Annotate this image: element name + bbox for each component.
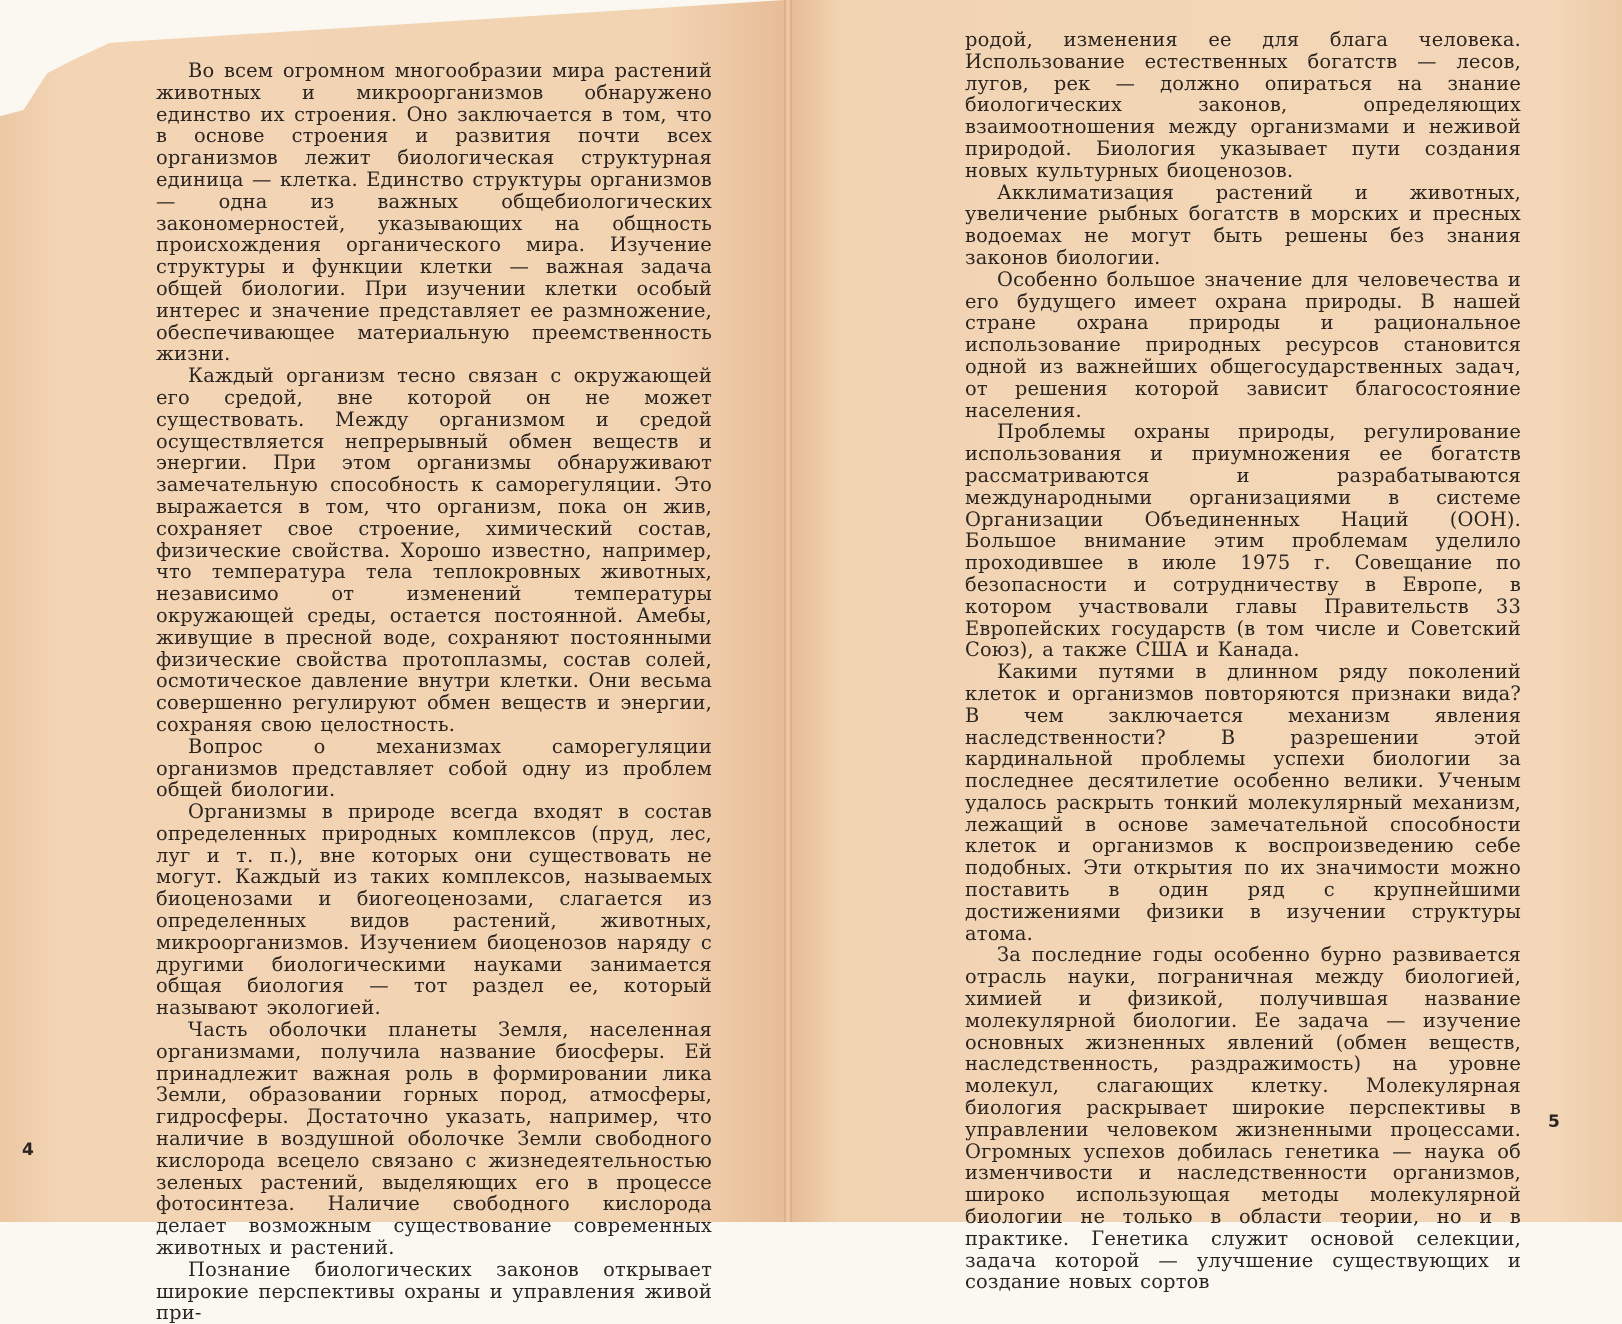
paragraph: Организмы в природе всегда входят в состав определенных природных комплексов (пруд, лес, луг и т. п.), вне которых они существовать не могут. Каждый из таких комплексов, называемых биоценозами и биогеоценозами, слагается из определенных видов растений, животных, микроорганизмов. Изучением биоценозов наряду с другими биологическими науками занимается общая биология — тот раздел ее, который называют экологией. — [156, 800, 712, 1020]
page-number-right: 5 — [1548, 1112, 1560, 1132]
paragraph: Познание биологических законов открывает широкие перспективы охраны и управления живой при- — [156, 1257, 712, 1324]
paragraph: Во всем огромном многообразии мира растений животных и микроорганизмов обнаружено единство их строения. Оно заключается в том, что в основе строения и развития почти всех организмов лежит биологическая структурная единица — клетка. Единство структуры организмов — одна из важных общебиологических закономерностей, указывающих на общность происхождения органического мира. Изучение структуры и функции клетки — важная задача общей биологии. При изучении клетки особый интерес и значение представляет ее размножение, обеспечивающее материальную преемственность жизни. — [156, 59, 712, 366]
paragraph: Часть оболочки планеты Земля, населенная организмами, получила название биосферы. Ей принадлежит важная роль в формировании лика Земли, образовании горных пород, атмосферы, гидросферы. Достаточно указать, например, что наличие в воздушной оболочке Земли свободного кислорода всецело связано с жизнедеятельностью зеленых растений, выделяющих его в процессе фотосинтеза. Наличие свободного кислорода делает возможным существование современных животных и растений. — [156, 1018, 712, 1260]
page-number-left: 4 — [22, 1140, 34, 1160]
paragraph: За последние годы особенно бурно развивается отрасль науки, пограничная между биологией, химией и физикой, получившая название молекулярной биологии. Ее задача — изучение основных жизненных явлений (обмен веществ, наследственность, раздражимость) на уровне молекул, слагающих клетку. Молекулярная биология раскрывает широкие перспективы в управлении человеком жизненными процессами. Огромных успехов добилась генетика — наука об изменчивости и наследственности организмов, широко использующая методы молекулярной биологии не только в области теории, но и в практике. Генетика служит основой селекции, задача которой — улучшение существующих и создание новых сортов — [965, 943, 1521, 1294]
paragraph: Каждый организм тесно связан с окружающей его средой, вне которой он не может существовать. Между организмом и средой осуществляется непрерывный обмен веществ и энергии. При этом организмы обнаруживают замечательную способность к саморегуляции. Это выражается в том, что организм, пока он жив, сохраняет свое строение, химический состав, физические свойства. Хорошо известно, например, что температура тела теплокровных животных, независимо от изменений температуры окружающей среды, остается постоянной. Амебы, живущие в пресной воде, сохраняют постоянными физические свойства протоплазмы, состав солей, осмотическое давление внутри клетки. Они весьма совершенно регулируют обмен веществ и энергии, сохраняя свою целостность. — [156, 364, 712, 736]
book-gutter — [784, 0, 792, 1222]
paragraph: Акклиматизация растений и животных, увеличение рыбных богатств в морских и пресных водоемах не могут быть решены без знания законов биологии. — [965, 180, 1521, 269]
left-page-text — [156, 60, 712, 1324]
right-page-text — [965, 29, 1521, 1293]
paragraph: Вопрос о механизмах саморегуляции организмов представляет собой одну из проблем общей биологии. — [156, 734, 712, 802]
paragraph: Особенно большое значение для человечества и его будущего имеет охрана природы. В нашей стране охрана природы и рациональное использование природных ресурсов становится одной из важнейших общегосударственных задач, от решения которой зависит благосостояние населения. — [965, 267, 1521, 422]
paragraph: Проблемы охраны природы, регулирование использования и приумножения ее богатств рассматриваются и разрабатываются международными организациями в системе Организации Объединенных Наций (ООН). Большое внимание этим проблемам уделило проходившее в июле 1975 г. Совещание по безопасности и сотрудничеству в Европе, в котором участвовали главы Правительств 33 Европейских государств (в том числе и Советский Союз), а также США и Канада. — [965, 420, 1521, 662]
paragraph: Какими путями в длинном ряду поколений клеток и организмов повторяются признаки вида? В чем заключается механизм явления наследственности? В разрешении этой кардинальной проблемы успехи биологии за последнее десятилетие особенно велики. Ученым удалось раскрыть тонкий молекулярный механизм, лежащий в основе замечательной способности клеток и организмов к воспроизведению себе подобных. Эти открытия по их значимости можно поставить в один ряд с крупнейшими достижениями физики в изучении структуры атома. — [965, 660, 1521, 945]
paragraph: родой, изменения ее для блага человека. Использование естественных богатств — лесов, лугов, рек — должно опираться на знание биологических законов, определяющих взаимоотношения между организмами и неживой природой. Биология указывает пути создания новых культурных биоценозов. — [965, 28, 1521, 182]
